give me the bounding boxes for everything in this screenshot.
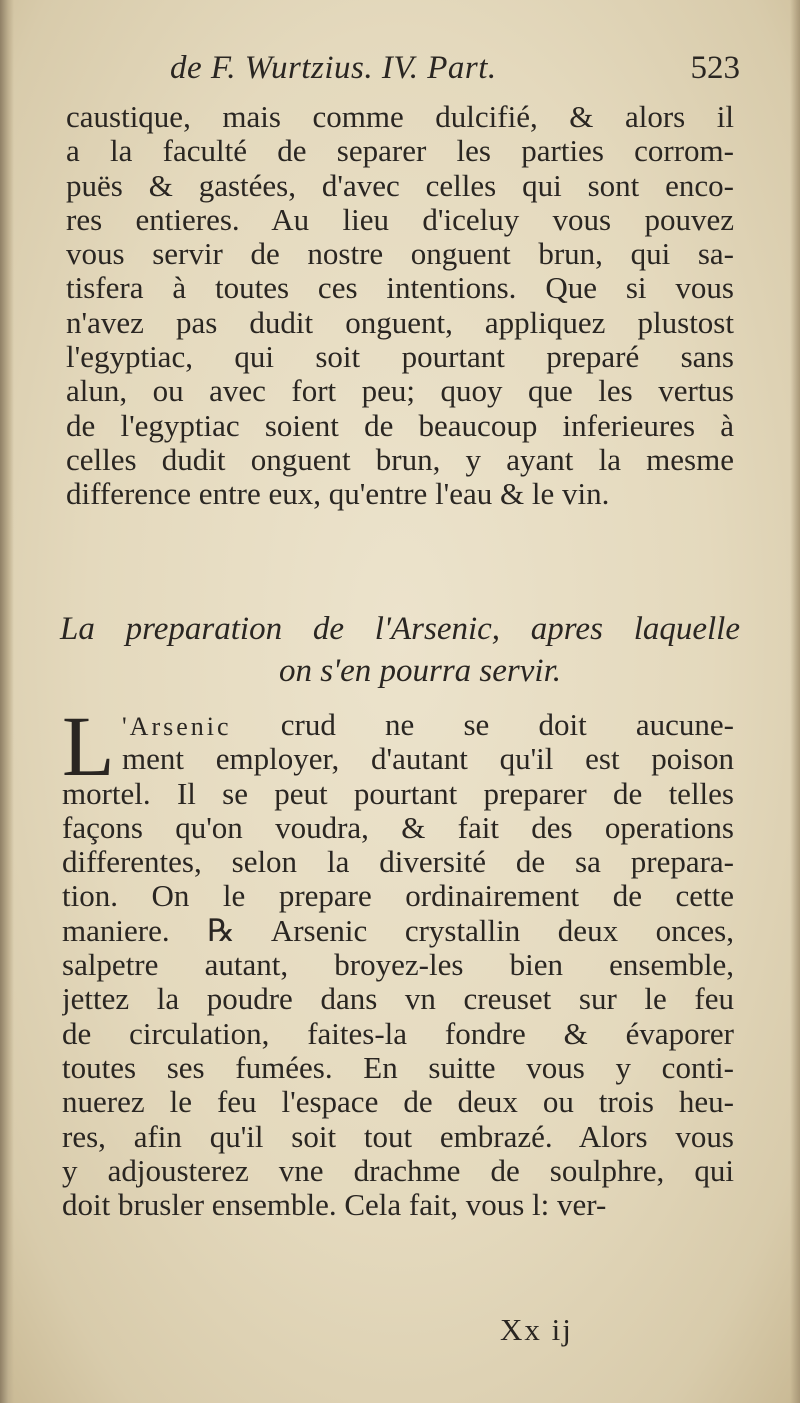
smallcaps-word: 'Arsenic [122,712,232,741]
section-heading [60,608,740,692]
section-body [62,698,734,1223]
text-line: res, afin qu'il soit tout embrazé. Alors vous [62,1119,734,1154]
text-line: a la faculté de separer les parties corrom- [66,134,734,169]
text-line: vous servir de nostre onguent brun, qui sa- [66,237,734,272]
text-line: alun, ou avec fort peu; quoy que les vertus [66,374,734,409]
text-line: differentes, selon la diversité de sa prepara- [62,845,734,880]
text-line: res entieres. Au lieu d'iceluy vous pouvez [66,202,734,237]
body-text-top [66,100,734,512]
text-line: façons qu'on voudra, & fait des operations [62,810,734,845]
binding-gutter [0,0,14,1403]
section-heading-line: La preparation de l'Arsenic, apres laquelle [60,611,740,647]
text-line: y adjousterez vne drachme de soulphre, qui [62,1153,734,1188]
text-line: caustique, mais comme dulcifié, & alors il [66,100,734,134]
text-line [122,708,734,742]
signature-mark: Xx ij [500,1312,573,1347]
text-line: tion. On le prepare ordinairement de cette [62,879,734,914]
text-line: mortel. Il se peut pourtant preparer de telles [62,776,734,811]
text-line: celles dudit onguent brun, y ayant la mesme [66,442,734,477]
text-line: l'egyptiac, qui soit pourtant preparé sans [66,340,734,375]
text-line: n'avez pas dudit onguent, appliquez plustost [66,305,734,340]
running-title: de F. Wurtzius. IV. Part. [170,50,497,86]
page-number: 523 [690,50,740,86]
text-line: salpetre autant, broyez-les bien ensemble, [62,948,734,983]
running-header [170,50,740,96]
text-line: tisfera à toutes ces intentions. Que si vous [66,271,734,306]
text-line: jettez la poudre dans vn creuset sur le feu [62,982,734,1017]
text-line: doit brusler ensemble. Cela fait, vous l: ver- [62,1188,607,1223]
text-fragment: crud ne se doit aucune- [231,708,734,742]
text-line: puës & gastées, d'avec celles qui sont enco- [66,168,734,203]
text-line: maniere. ℞ Arsenic crystallin deux onces, [62,913,734,948]
text-line: nuerez le feu l'espace de deux ou trois heu- [62,1085,734,1120]
text-line: de l'egyptiac soient de beaucoup inferieures à [66,408,734,443]
text-line: toutes ses fumées. En suitte vous y conti- [62,1050,734,1085]
drop-cap: L [62,698,115,794]
text-line: de circulation, faites-la fondre & évaporer [62,1016,734,1051]
text-line: ment employer, d'autant qu'il est poison [122,742,734,777]
section-heading-line: on s'en pourra servir. [278,653,562,689]
text-line: difference entre eux, qu'entre l'eau & le vin. [66,477,610,512]
page-edge [790,0,800,1403]
